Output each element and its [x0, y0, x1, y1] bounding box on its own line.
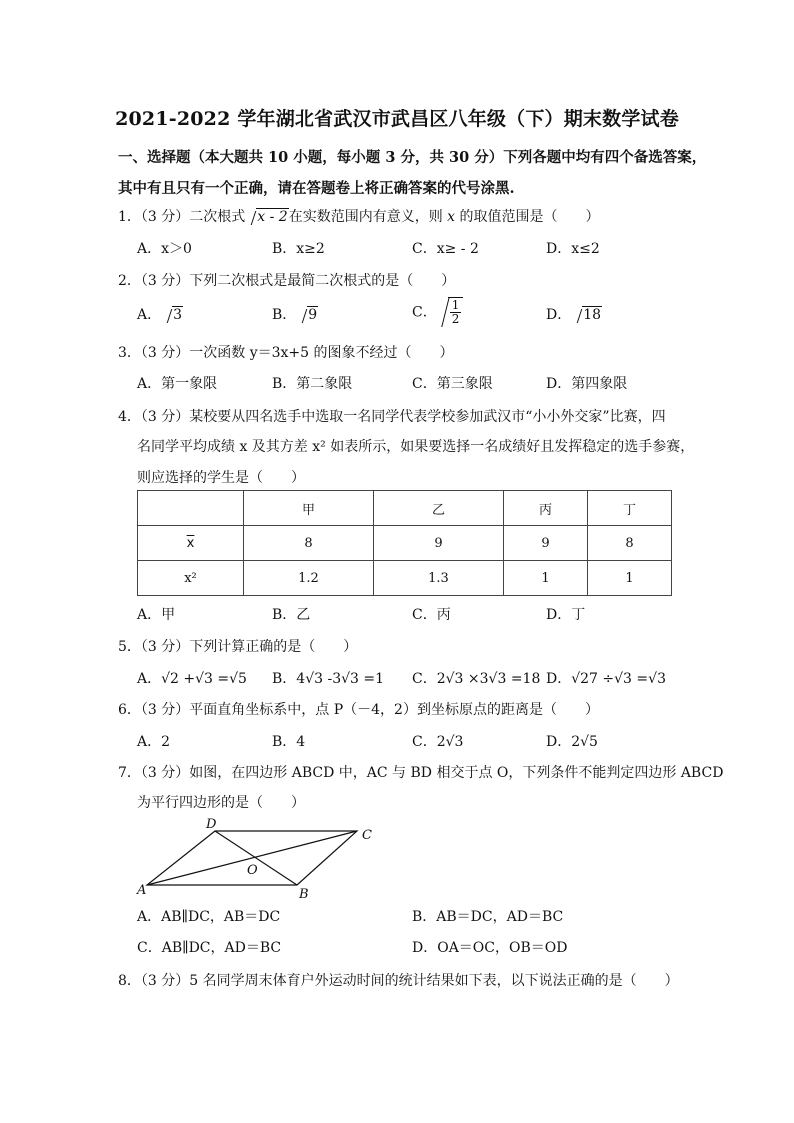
question-1	[118, 206, 600, 226]
fraction-numerator: 1	[451, 298, 460, 312]
q5-option-c: C．2√3 ×3√3 =18	[412, 671, 541, 687]
table-cell: 9	[503, 526, 587, 561]
fraction-denominator: 2	[451, 312, 460, 326]
q2-option-a-label: A．	[137, 307, 162, 323]
q3-option-a: A．第一象限	[137, 376, 218, 392]
q2-option-c-label: C．	[412, 304, 437, 321]
q2-option-b	[272, 304, 318, 324]
q5-option-d: D．√27 ÷√3 =√3	[546, 671, 666, 687]
question-3: 3．（3 分）一次函数 y＝3x+5 的图象不经过（ ）	[118, 345, 454, 361]
q1-var: x	[447, 209, 456, 225]
question-8: 8．（3 分）5 名同学周末体育户外运动时间的统计结果如下表，以下说法正确的是（ ）	[118, 973, 679, 989]
q7-option-b: B．AB＝DC，AD＝BC	[412, 909, 564, 925]
q2-option-a	[137, 304, 183, 324]
q1-option-a: A．x＞0	[137, 241, 192, 257]
table-header-cell	[138, 491, 244, 526]
table-row	[138, 526, 672, 561]
q2-option-c	[412, 297, 463, 326]
question-7-line1: 7．（3 分）如图，在四边形 ABCD 中，AC 与 BD 相交于点 O，下列条件不能判定四边形 ABCD	[118, 765, 724, 781]
score-table	[137, 490, 672, 596]
table-row	[138, 561, 672, 596]
table-header-cell: 丙	[503, 491, 587, 526]
q1-option-b: B．x≥2	[272, 241, 325, 257]
vertex-label-c: C	[362, 828, 372, 843]
q2-a-radicand: 3	[173, 307, 183, 323]
parallelogram-figure	[135, 815, 380, 900]
table-row-label-variance: x²	[138, 561, 244, 596]
sqrt-icon	[437, 297, 464, 326]
q5-option-b: B．4√3 -3√3 =1	[272, 671, 385, 687]
q3-option-b: B．第二象限	[272, 376, 353, 392]
q7-option-a: A．AB∥DC，AB＝DC	[137, 909, 281, 925]
table-cell: 1.2	[244, 561, 374, 596]
sqrt-icon	[298, 307, 318, 323]
table-header-row	[138, 491, 672, 526]
page-title: 2021-2022 学年湖北省武汉市武昌区八年级（下）期末数学试卷	[115, 108, 679, 130]
q1-radicand: x - 2	[257, 209, 288, 225]
q6-option-d: D．2√5	[546, 734, 598, 750]
q2-option-d-label: D．	[546, 307, 572, 323]
table-cell: 1	[503, 561, 587, 596]
q1-mid: 在实数范围内有意义，则	[288, 209, 448, 225]
question-7-line2: 为平行四边形的是（ ）	[137, 795, 305, 811]
question-2: 2．（3 分）下列二次根式是最简二次根式的是（ ）	[118, 273, 456, 289]
vertex-label-a: A	[137, 883, 147, 898]
q1-suffix: 的取值范围是（ ）	[455, 209, 600, 225]
sqrt-icon	[573, 307, 602, 323]
q2-option-b-label: B．	[272, 307, 297, 323]
q6-option-b: B．4	[272, 734, 306, 750]
table-row-label-mean: $\overline{x}$	[138, 526, 244, 561]
table-cell: 9	[373, 526, 503, 561]
table-header-cell: 乙	[373, 491, 503, 526]
q2-b-radicand: 9	[308, 307, 318, 323]
q1-option-d: D．x≤2	[546, 241, 600, 257]
question-4-line2: 名同学平均成绩 x 及其方差 x² 如表所示，如果要选择一名成绩好且发挥稳定的选手参赛，	[137, 439, 695, 455]
table-cell: 1.3	[373, 561, 503, 596]
vertex-label-d: D	[206, 817, 217, 832]
question-6: 6．（3 分）平面直角坐标系中，点 P（－4，2）到坐标原点的距离是（ ）	[118, 702, 599, 718]
q1-option-c: C．x≥ - 2	[412, 241, 479, 257]
q2-option-d	[546, 304, 602, 324]
table-cell: 1	[587, 561, 671, 596]
q7-option-c: C．AB∥DC，AD＝BC	[137, 940, 282, 956]
q4-option-c: C．丙	[412, 607, 451, 623]
q3-option-c: C．第三象限	[412, 376, 493, 392]
sqrt-icon	[163, 307, 183, 323]
q7-option-d: D．OA＝OC，OB＝OD	[412, 940, 568, 956]
q4-option-b: B．乙	[272, 607, 311, 623]
question-5: 5．（3 分）下列计算正确的是（ ）	[118, 639, 358, 655]
sqrt-icon	[247, 209, 288, 225]
question-4-line3: 则应选择的学生是（ ）	[137, 470, 305, 486]
section-heading-line2: 其中有且只有一个正确，请在答题卷上将正确答案的代号涂黑.	[118, 180, 515, 197]
question-4-line1: 4．（3 分）某校要从四名选手中选取一名同学代表学校参加武汉市“小小外交家”比赛，四	[118, 409, 666, 425]
fraction	[448, 297, 464, 326]
table-cell: 8	[587, 526, 671, 561]
section-heading-line1: 一、选择题（本大题共 10 小题，每小题 3 分，共 30 分）下列各题中均有四个备选答案，	[118, 149, 707, 166]
q5-option-a: A．√2 +√3 =√5	[137, 671, 247, 687]
q6-option-a: A．2	[137, 734, 171, 750]
q4-option-a: A．甲	[137, 607, 176, 623]
q1-prefix: 1．（3 分）二次根式	[118, 209, 246, 225]
q4-option-d: D．丁	[546, 607, 586, 623]
table-header-cell: 甲	[244, 491, 374, 526]
intersection-label-o: O	[247, 863, 258, 878]
table-cell: 8	[244, 526, 374, 561]
vertex-label-b: B	[299, 887, 309, 900]
q3-option-d: D．第四象限	[546, 376, 628, 392]
q2-d-radicand: 18	[583, 307, 602, 323]
table-header-cell: 丁	[587, 491, 671, 526]
q6-option-c: C．2√3	[412, 734, 464, 750]
